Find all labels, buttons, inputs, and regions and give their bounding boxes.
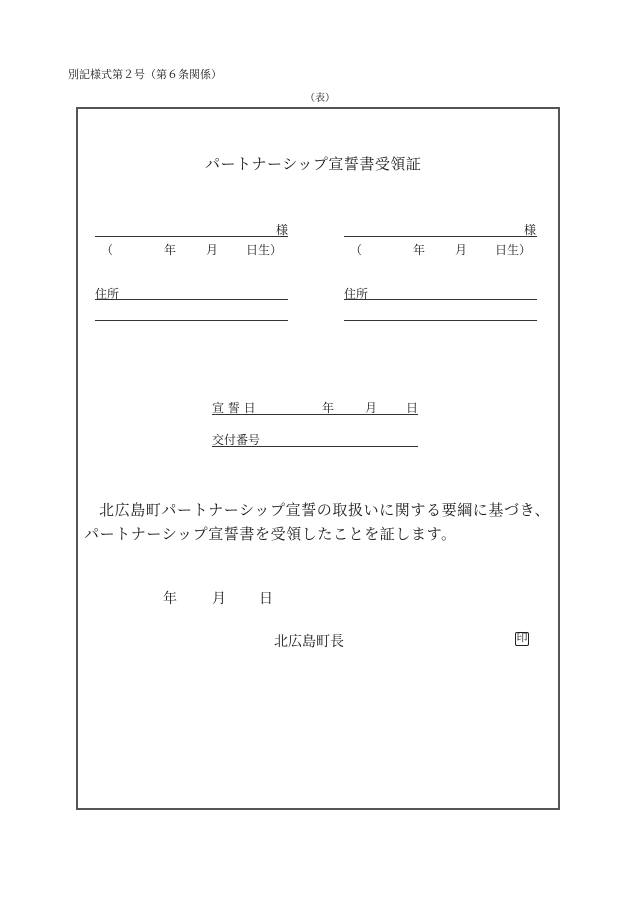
partner-1-birth-month: 月 — [206, 243, 219, 257]
oath-date-underline[interactable] — [212, 414, 418, 415]
seal-char: 印 — [516, 631, 528, 644]
oath-date-label: 宣 誓 日 — [212, 401, 256, 415]
side-label: （表） — [305, 93, 335, 104]
partner-2-address-line-2[interactable] — [344, 320, 537, 321]
issue-date-day: 日 — [259, 591, 273, 607]
partner-2-birth-month: 月 — [455, 243, 468, 257]
partner-2-address-line-1[interactable] — [344, 299, 537, 300]
statement-text: 北広島町パートナーシップ宣誓の取扱いに関する要綱に基づき、パートナーシップ宣誓書を受領したことを証します。 — [84, 501, 551, 543]
partner-2-birth-day: 日生） — [495, 243, 532, 257]
partner-1-address-label: 住所 — [95, 287, 120, 301]
partner-2-birth-open: （ — [350, 243, 363, 257]
partner-1-address-line-2[interactable] — [95, 320, 288, 321]
partner-2-birth-year: 年 — [413, 243, 426, 257]
oath-date-year: 年 — [322, 401, 335, 415]
partner-1-address-line-1[interactable] — [95, 299, 288, 300]
oath-date-day: 日 — [406, 401, 419, 415]
partner-1-birth-day: 日生） — [246, 243, 283, 257]
form-number-label: 別記様式第２号（第６条関係） — [68, 68, 222, 81]
issue-number-label: 交付番号 — [212, 433, 261, 447]
partner-1-birth-open: （ — [101, 243, 114, 257]
issue-number-underline[interactable] — [212, 446, 418, 447]
partner-2-sama: 様 — [524, 223, 537, 237]
oath-date-month: 月 — [365, 401, 378, 415]
partner-1-name-line[interactable] — [95, 236, 288, 237]
partner-2-name-line[interactable] — [344, 236, 537, 237]
signer-title: 北広島町長 — [274, 634, 344, 650]
partner-1-sama: 様 — [276, 223, 289, 237]
certificate-frame — [76, 107, 560, 810]
partner-2-address-label: 住所 — [344, 287, 369, 301]
issue-date-year: 年 — [163, 591, 177, 607]
certificate-statement — [84, 498, 554, 546]
certificate-title: パートナーシップ宣誓書受領証 — [205, 155, 422, 173]
issue-date-month: 月 — [212, 591, 226, 607]
seal-icon — [515, 632, 529, 646]
partner-1-birth-year: 年 — [164, 243, 177, 257]
